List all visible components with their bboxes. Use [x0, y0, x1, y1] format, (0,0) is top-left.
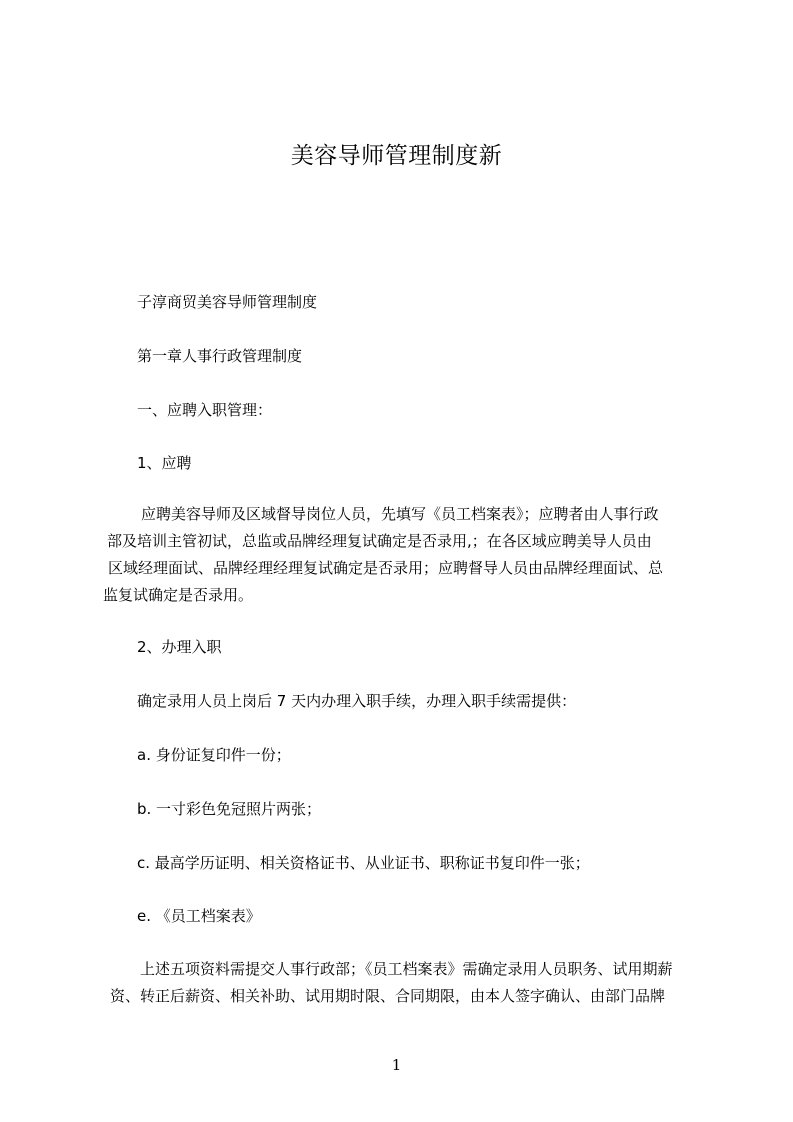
onboarding-intro: 确定录用人员上岗后 7 天内办理入职手续，办理入职手续需提供：: [137, 692, 577, 710]
subsection-heading-onboarding: 2、办理入职: [137, 638, 222, 656]
paragraph-line: 监复试确定是否录用。: [103, 586, 254, 604]
list-item-c: c. 最高学历证明、相关资格证书、从业证书、职称证书复印件一张；: [137, 854, 590, 872]
chapter-heading: 第一章人事行政管理制度: [137, 347, 303, 365]
document-title: 美容导师管理制度新: [290, 143, 503, 169]
page-number: 1: [391, 1056, 402, 1074]
section-heading: 一、应聘入职管理：: [137, 401, 273, 419]
subsection-heading-apply: 1、应聘: [137, 454, 192, 472]
paragraph-line: 区域经理面试、品牌经理经理复试确定是否录用；应聘督导人员由品牌经理面试、总: [108, 559, 664, 577]
list-item-a: a. 身份证复印件一份；: [137, 746, 291, 764]
paragraph-application: [103, 501, 663, 609]
paragraph-line: 资、转正后薪资、相关补助、试用期时限、合同期限，由本人签字确认、由部门品牌: [110, 987, 666, 1005]
paragraph-line: 应聘美容导师及区域督导岗位人员，先填写《员工档案表》；应聘者由人事行政: [141, 505, 659, 523]
company-line: 子淳商贸美容导师管理制度: [137, 293, 318, 311]
paragraph-line: 上述五项资料需提交人事行政部；《员工档案表》需确定录用人员职务、试用期薪: [140, 960, 673, 978]
list-item-b: b. 一寸彩色免冠照片两张；: [137, 800, 322, 818]
list-item-e: e. 《员工档案表》: [137, 907, 261, 925]
paragraph-documents: [110, 956, 673, 1010]
paragraph-line: 部及培训主管初试，总监或品牌经理复试确定是否录用,；在各区域应聘美导人员由: [107, 532, 652, 550]
